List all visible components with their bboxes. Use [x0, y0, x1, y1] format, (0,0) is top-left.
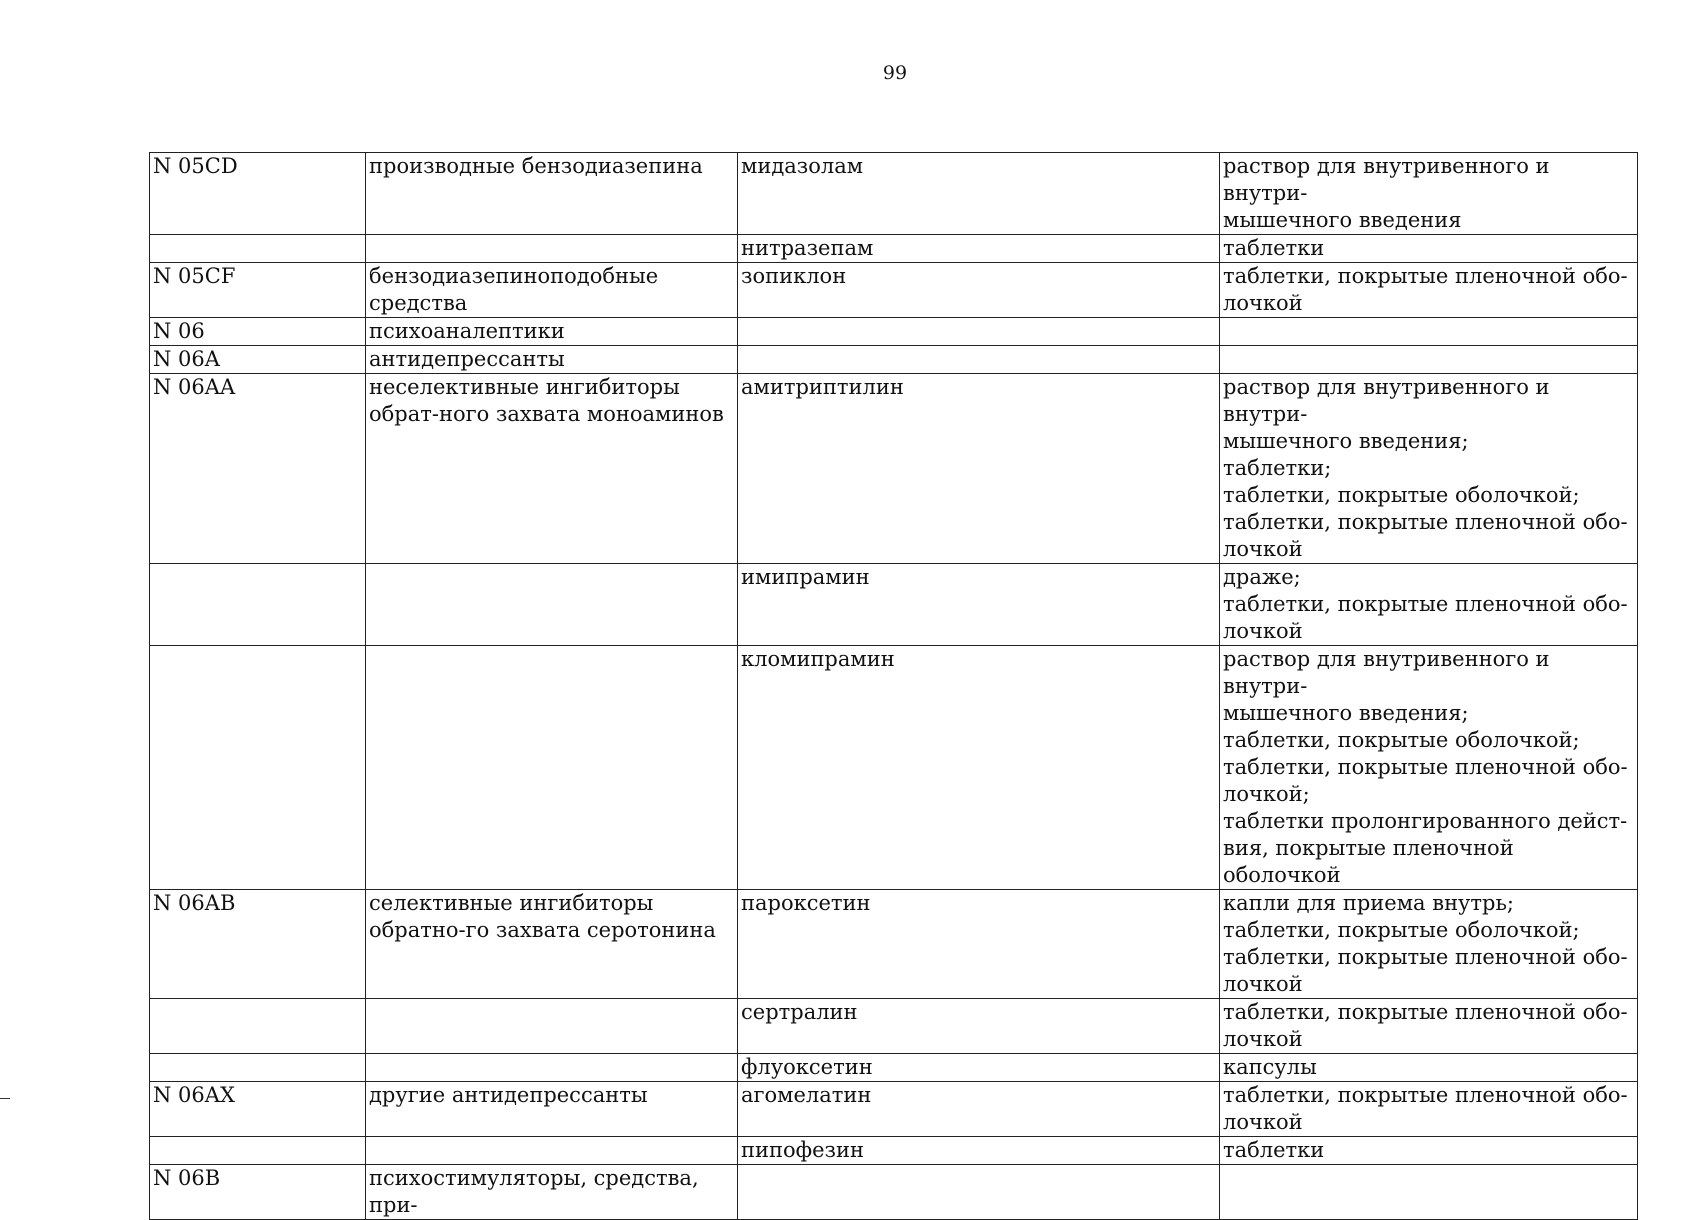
- page-number: 99: [882, 62, 908, 84]
- atc-code-cell: N 05CD: [150, 153, 366, 235]
- dosage-form-line: лочкой: [1223, 291, 1303, 315]
- dosage-form-cell: [1220, 346, 1638, 374]
- group-name-cell: антидепрессанты: [366, 346, 738, 374]
- drug-name-cell: имипрамин: [738, 564, 1220, 646]
- dosage-form-line: таблетки: [1223, 236, 1325, 260]
- dosage-form-cell: [1220, 235, 1638, 263]
- drug-name-cell: [738, 1165, 1220, 1220]
- dosage-form-cell: [1220, 646, 1638, 890]
- group-name-cell: селективные ингибиторы обратно-го захвата серотонина: [366, 890, 738, 999]
- atc-code-cell: N 06B: [150, 1165, 366, 1220]
- dosage-form-cell: [1220, 263, 1638, 318]
- dosage-form-cell: [1220, 318, 1638, 346]
- dosage-form-line: лочкой: [1223, 537, 1303, 561]
- dosage-form-line: таблетки, покрытые пленочной обо-: [1223, 1000, 1628, 1024]
- dosage-form-line: лочкой: [1223, 1110, 1303, 1134]
- group-name-cell: [366, 564, 738, 646]
- table-row: [150, 374, 1638, 564]
- atc-code-cell: N 06AA: [150, 374, 366, 564]
- group-name-cell: производные бензодиазепина: [366, 153, 738, 235]
- dosage-form-line: таблетки, покрытые пленочной обо-: [1223, 592, 1628, 616]
- group-name-cell: психостимуляторы, средства, при-: [366, 1165, 738, 1220]
- table-row: [150, 646, 1638, 890]
- atc-code-cell: [150, 1054, 366, 1082]
- dosage-form-line: вия, покрытые пленочной оболочкой: [1223, 836, 1514, 887]
- drug-name-cell: [738, 346, 1220, 374]
- dosage-form-line: раствор для внутривенного и внутри-: [1223, 154, 1550, 205]
- dosage-form-line: таблетки: [1223, 1138, 1325, 1162]
- dosage-form-line: лочкой: [1223, 972, 1303, 996]
- drug-name-cell: мидазолам: [738, 153, 1220, 235]
- atc-code-cell: [150, 564, 366, 646]
- table-row: [150, 318, 1638, 346]
- group-name-cell: [366, 999, 738, 1054]
- atc-code-cell: N 06: [150, 318, 366, 346]
- dosage-form-line: таблетки;: [1223, 456, 1332, 480]
- dosage-form-line: лочкой;: [1223, 782, 1310, 806]
- group-name-cell: [366, 646, 738, 890]
- dosage-form-cell: [1220, 999, 1638, 1054]
- dosage-form-line: мышечного введения;: [1223, 429, 1469, 453]
- dosage-form-cell: [1220, 1082, 1638, 1137]
- dosage-form-cell: [1220, 1137, 1638, 1165]
- dosage-form-line: лочкой: [1223, 1027, 1303, 1051]
- table-row: [150, 235, 1638, 263]
- dosage-form-line: таблетки, покрытые оболочкой;: [1223, 728, 1580, 752]
- dosage-form-line: капсулы: [1223, 1055, 1317, 1079]
- table-row: [150, 263, 1638, 318]
- table-row: [150, 346, 1638, 374]
- dosage-form-line: таблетки, покрытые пленочной обо-: [1223, 1083, 1628, 1107]
- drug-name-cell: агомелатин: [738, 1082, 1220, 1137]
- group-name-cell: [366, 235, 738, 263]
- margin-mark: [0, 1098, 10, 1099]
- drug-classification-table: [149, 152, 1638, 1220]
- group-name-cell: психоаналептики: [366, 318, 738, 346]
- drug-name-cell: амитриптилин: [738, 374, 1220, 564]
- atc-code-cell: [150, 646, 366, 890]
- atc-code-cell: N 06A: [150, 346, 366, 374]
- table-row: [150, 1082, 1638, 1137]
- dosage-form-cell: [1220, 564, 1638, 646]
- group-name-cell: другие антидепрессанты: [366, 1082, 738, 1137]
- dosage-form-line: таблетки, покрытые пленочной обо-: [1223, 945, 1628, 969]
- drug-name-cell: пароксетин: [738, 890, 1220, 999]
- table-row: [150, 1137, 1638, 1165]
- dosage-form-line: драже;: [1223, 565, 1301, 589]
- dosage-form-line: лочкой: [1223, 619, 1303, 643]
- table-row: [150, 153, 1638, 235]
- atc-code-cell: N 06AB: [150, 890, 366, 999]
- dosage-form-line: таблетки пролонгированного дейст-: [1223, 809, 1628, 833]
- dosage-form-line: капли для приема внутрь;: [1223, 891, 1514, 915]
- table-body: [150, 153, 1638, 1220]
- dosage-form-line: мышечного введения;: [1223, 701, 1469, 725]
- dosage-form-line: мышечного введения: [1223, 208, 1462, 232]
- dosage-form-cell: [1220, 374, 1638, 564]
- drug-name-cell: флуоксетин: [738, 1054, 1220, 1082]
- drug-name-cell: сертралин: [738, 999, 1220, 1054]
- atc-code-cell: [150, 235, 366, 263]
- table-row: [150, 999, 1638, 1054]
- atc-code-cell: [150, 999, 366, 1054]
- table-row: [150, 1165, 1638, 1220]
- atc-code-cell: N 06AX: [150, 1082, 366, 1137]
- dosage-form-line: таблетки, покрытые пленочной обо-: [1223, 264, 1628, 288]
- drug-name-cell: пипофезин: [738, 1137, 1220, 1165]
- table-row: [150, 890, 1638, 999]
- dosage-form-cell: [1220, 1054, 1638, 1082]
- table-row: [150, 1054, 1638, 1082]
- dosage-form-line: раствор для внутривенного и внутри-: [1223, 647, 1550, 698]
- dosage-form-cell: [1220, 890, 1638, 999]
- dosage-form-cell: [1220, 153, 1638, 235]
- drug-name-cell: зопиклон: [738, 263, 1220, 318]
- drug-name-cell: [738, 318, 1220, 346]
- table-row: [150, 564, 1638, 646]
- group-name-cell: [366, 1054, 738, 1082]
- dosage-form-cell: [1220, 1165, 1638, 1220]
- atc-code-cell: N 05CF: [150, 263, 366, 318]
- atc-code-cell: [150, 1137, 366, 1165]
- drug-name-cell: нитразепам: [738, 235, 1220, 263]
- dosage-form-line: раствор для внутривенного и внутри-: [1223, 375, 1550, 426]
- group-name-cell: [366, 1137, 738, 1165]
- group-name-cell: бензодиазепиноподобные средства: [366, 263, 738, 318]
- drug-name-cell: кломипрамин: [738, 646, 1220, 890]
- dosage-form-line: таблетки, покрытые пленочной обо-: [1223, 755, 1628, 779]
- dosage-form-line: таблетки, покрытые оболочкой;: [1223, 918, 1580, 942]
- dosage-form-line: таблетки, покрытые оболочкой;: [1223, 483, 1580, 507]
- dosage-form-line: таблетки, покрытые пленочной обо-: [1223, 510, 1628, 534]
- group-name-cell: неселективные ингибиторы обрат-ного захвата моноаминов: [366, 374, 738, 564]
